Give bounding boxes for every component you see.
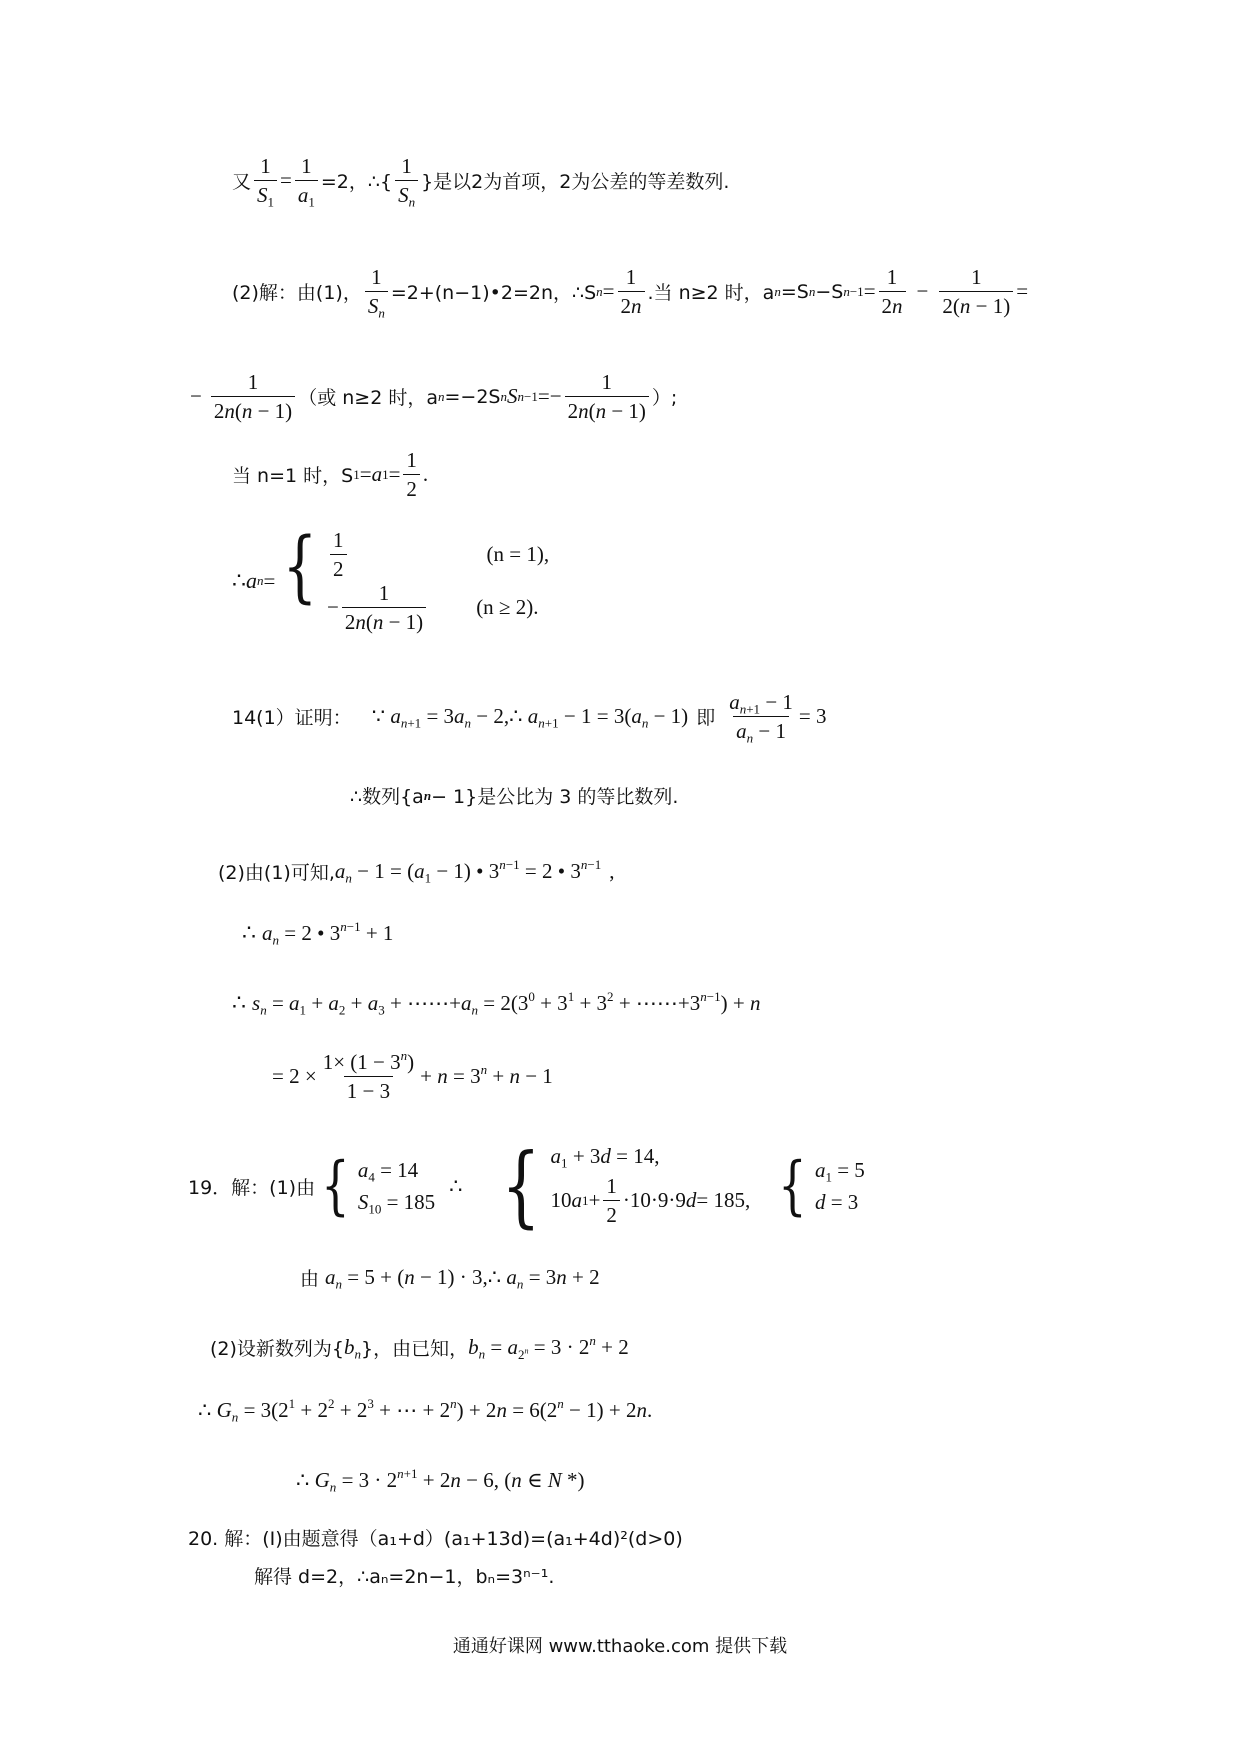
case-2-cond: (n ≥ 2).	[476, 595, 539, 620]
left-brace: { $\frac{1}{2}$ (n = 1), − $\frac{1}{2n(n - 1)}$ (n ≥ 2).	[282, 522, 550, 635]
text-eq-sn: =S	[780, 280, 809, 303]
text-when-n-ge-2: .当 n≥2 时，a	[647, 282, 775, 305]
problem-14-line-2: ∴数列{a n − 1}是公比为 3 的等比数列.	[350, 782, 678, 809]
text-14-2-prefix: (2)由(1)可知,	[218, 862, 335, 884]
fraction-1-over-2n-minus-1: $\frac{1}{2(n - 1)}$	[939, 265, 1013, 318]
page-footer: 通通好课网 www.tthaoke.com 提供下载	[452, 1636, 788, 1657]
line-5-piecewise: ∴a n = { $\frac{1}{2}$ (n = 1), − $\frac{1}{2n(n - 1)}$ (n ≥ 2).	[232, 522, 550, 635]
text-ji: 即	[696, 707, 716, 730]
text-19-2-prefix: (2)设新数列为{	[210, 1338, 345, 1360]
text-19-2-mid: }，由已知，	[361, 1338, 469, 1360]
line-2: (2)解：由(1)， $\frac{1}{S_n}$ =2+(n−1)•2=2n，∴S n = $\frac{1}{2n}$ .当 n≥2 时，a n =S n −S n−1 = $\frac{1}{2n}$ − $\frac{1}{2(n - 1)}$ =	[232, 265, 1029, 321]
problem-14-sn: ∴ $s_n = a_1 + a_2 + a_3$ + $\cdots\cdots+a_n = 2(3^0 + 3^1 + 3^2$ + $\cdots\cdots+3^{n-1}) + n$	[232, 988, 761, 1018]
text-eq-neg2sn: =−2S	[444, 385, 501, 408]
text-2-solution: (2)解：由(1)，	[232, 282, 362, 305]
fraction-1-over-2n: $\frac{1}{2n}$	[618, 265, 645, 318]
fraction-1-over-Sn: $\frac{1}{S_n}$	[395, 154, 418, 207]
fraction-1-over-2n-n-1-b: $\frac{1}{2n(n - 1)}$	[565, 370, 649, 423]
problem-14-result: = 2 × $\frac{1\times (1 - 3^n)}{1 - 3}$ + $n = 3^n + n - 1$	[272, 1047, 553, 1104]
text-arith-seq: }是以2为首项，2为公差的等差数列.	[421, 171, 730, 194]
line-3: − $\frac{1}{2n(n - 1)}$ （或 n≥2 时，a n =−2S n S n−1 =− $\frac{1}{2n(n - 1)}$ ）;	[190, 370, 678, 424]
fraction-1-over-2n-n-1: $\frac{1}{2n(n - 1)}$	[211, 370, 295, 423]
problem-14-part-2: (2)由(1)可知, $a_n - 1 = (a_1 - 1)$ • $3^{n-1} = 2$ • $3^{n-1}$ ,	[218, 856, 615, 886]
text-or-when: （或 n≥2 时，a	[298, 387, 438, 410]
problem-19-gn: ∴ $G_n = 3(2^1 + 2^2 + 2^3$ + ⋯ + $2^n) + 2n = 6(2^n - 1) + 2n$.	[198, 1395, 653, 1425]
text-sn-eq: =2+(n−1)•2=2n，∴S	[390, 282, 597, 305]
problem-19-an: 由 $a_n = 5 + (n - 1)$ · 3,∴ $a_n = 3n + 2$	[300, 1265, 600, 1292]
text-you: 又	[232, 171, 252, 194]
problem-14-line-1: 14(1）证明： ∵ $a_{n+1} = 3a_n$ − 2,∴ $a_{n+1} - 1 = 3(a_n - 1)$ 即 $\frac{a_{n+1} - 1}{a_n - 1}$ = 3	[232, 690, 827, 746]
text-seq-conclusion: ∴数列{a	[350, 786, 424, 808]
text-close-paren: ）;	[651, 387, 678, 410]
problem-19-part-2: (2)设新数列为{ $b_n$ }，由已知， $b_n = a_{2^n} = 3 \cdot 2^n + 2$	[210, 1332, 629, 1362]
text-seq-conclusion-2: − 1}是公比为 3 的等比数列.	[431, 786, 679, 808]
text-you-19: 由	[300, 1268, 320, 1290]
problem-19-line-1: 19．解：(1)由 { $a_4 = 14$ $S_{10} = 185$ ∴ { $a_1 + 3d = 14$, 10 a 1 + $\frac{1}{2}$ ·10·9·9 d = 185, { $a_1 = 5$ d = 3	[188, 1134, 865, 1237]
problem-20-line-1: 20. 解：(Ⅰ)由题意得（a₁+d）(a₁+13d)=(a₁+4d)²(d>0)	[188, 1528, 683, 1550]
case-1-cond: (n = 1),	[486, 542, 550, 567]
fraction-1-over-2: $\frac{1}{2}$	[403, 448, 420, 501]
problem-14-an: ∴ $a_n = 2$ • $3^{n-1} + 1$	[242, 918, 394, 948]
fraction-1-over-a1: $\frac{1}{a_1}$	[295, 154, 318, 207]
problem-14-label: 14(1）证明：	[232, 707, 352, 730]
line-1: 又 $\frac{1}{S_1}$ = $\frac{1}{a_1}$ =2，∴{ $\frac{1}{S_n}$ }是以2为首项，2为公差的等差数列.	[232, 154, 730, 210]
line-4: 当 n=1 时，S 1 =a 1 = $\frac{1}{2}$ .	[232, 448, 429, 502]
fraction-an1-over-an: $\frac{a_{n+1} - 1}{a_n - 1}$	[729, 690, 793, 746]
text-eq-2: =2，∴{	[320, 171, 393, 194]
text-minus-sn-1: −S	[815, 280, 844, 303]
problem-20-line-2: 解得 d=2，∴aₙ=2n−1，bₙ=3ⁿ⁻¹.	[254, 1566, 555, 1588]
problem-19-gn-result: ∴ $G_n = 3 \cdot 2^{n+1} + 2n - 6$, (n ∈ N *)	[296, 1465, 585, 1495]
fraction-1-over-S1: $\frac{1}{S_1}$	[254, 154, 277, 207]
problem-19-label: 19．解：(1)由	[188, 1176, 316, 1199]
fraction-1-over-2n-b: $\frac{1}{2n}$	[879, 265, 906, 318]
text-when-n-1: 当 n=1 时，S	[232, 465, 354, 488]
fraction-1-over-Sn-2: $\frac{1}{S_n}$	[365, 265, 388, 318]
fraction-geom-sum: $\frac{1\times (1 - 3^n)}{1 - 3}$	[322, 1047, 415, 1104]
